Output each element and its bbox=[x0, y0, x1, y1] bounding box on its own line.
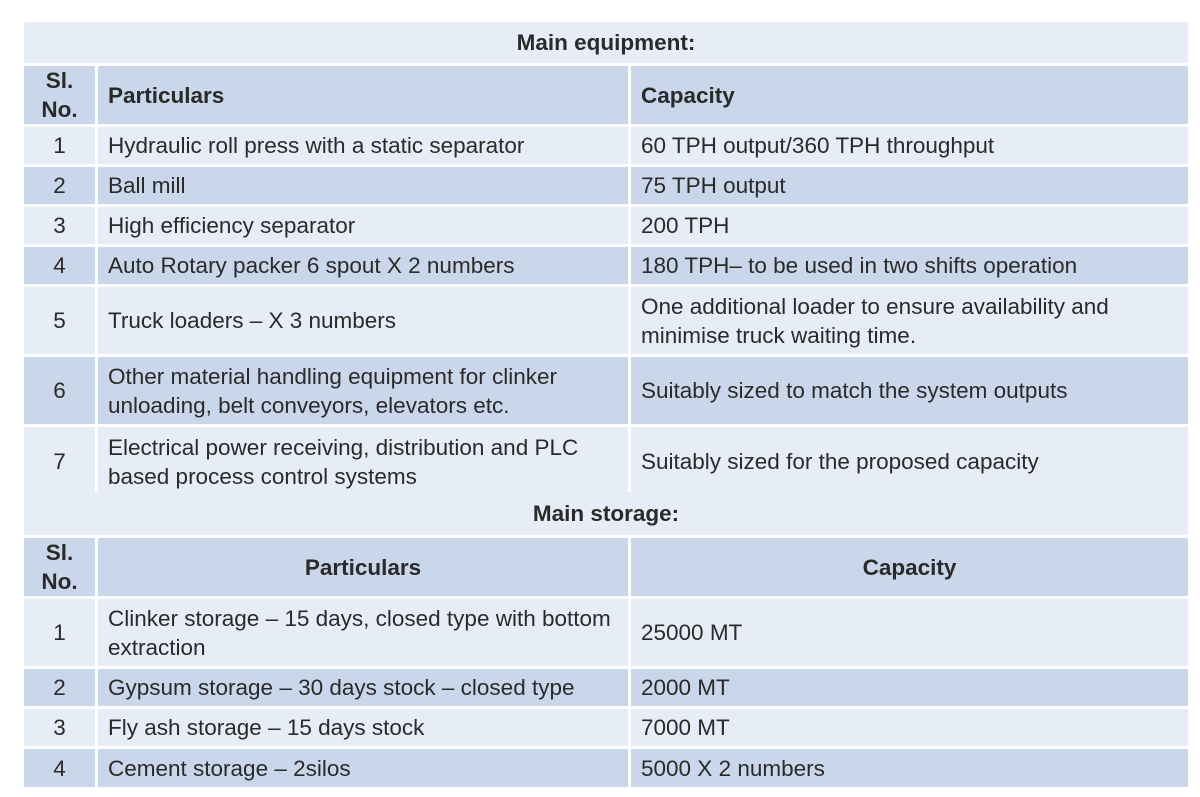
row-capacity: 2000 MT bbox=[631, 669, 1188, 709]
header-sl-no: Sl. No. bbox=[24, 66, 98, 127]
row-capacity: One additional loader to ensure availability and minimise truck waiting time. bbox=[631, 287, 1188, 357]
table-row bbox=[24, 599, 1188, 669]
row-capacity: Suitably sized for the proposed capacity bbox=[631, 427, 1188, 496]
row-capacity: 25000 MT bbox=[631, 599, 1188, 669]
table-title-row bbox=[24, 22, 1188, 66]
header-sl-no: Sl. No. bbox=[24, 538, 98, 599]
table-row bbox=[24, 427, 1188, 496]
row-particulars: Truck loaders – X 3 numbers bbox=[98, 287, 631, 357]
row-capacity: Suitably sized to match the system outputs bbox=[631, 357, 1188, 427]
row-particulars: Auto Rotary packer 6 spout X 2 numbers bbox=[98, 247, 631, 287]
table-row bbox=[24, 669, 1188, 709]
row-number: 1 bbox=[24, 599, 98, 669]
row-number: 1 bbox=[24, 127, 98, 167]
row-number: 5 bbox=[24, 287, 98, 357]
header-particulars: Particulars bbox=[98, 66, 631, 127]
row-number: 2 bbox=[24, 669, 98, 709]
row-capacity: 180 TPH– to be used in two shifts operation bbox=[631, 247, 1188, 287]
row-number: 4 bbox=[24, 247, 98, 287]
row-capacity: 200 TPH bbox=[631, 207, 1188, 247]
header-capacity: Capacity bbox=[631, 538, 1188, 599]
row-capacity: 75 TPH output bbox=[631, 167, 1188, 207]
row-particulars: Other material handling equipment for clinker unloading, belt conveyors, elevators etc. bbox=[98, 357, 631, 427]
row-capacity: 60 TPH output/360 TPH throughput bbox=[631, 127, 1188, 167]
table-row bbox=[24, 207, 1188, 247]
row-particulars: Gypsum storage – 30 days stock – closed type bbox=[98, 669, 631, 709]
table-row bbox=[24, 127, 1188, 167]
row-number: 2 bbox=[24, 167, 98, 207]
table-row bbox=[24, 709, 1188, 749]
row-number: 7 bbox=[24, 427, 98, 496]
main-equipment-table bbox=[24, 22, 1188, 496]
header-row bbox=[24, 538, 1188, 599]
table-title-row bbox=[24, 492, 1188, 538]
row-number: 3 bbox=[24, 709, 98, 749]
row-number: 3 bbox=[24, 207, 98, 247]
main-equipment-title: Main equipment: bbox=[24, 22, 1188, 66]
main-storage-table bbox=[24, 492, 1188, 787]
table-row bbox=[24, 357, 1188, 427]
table-row bbox=[24, 287, 1188, 357]
row-number: 6 bbox=[24, 357, 98, 427]
row-particulars: Fly ash storage – 15 days stock bbox=[98, 709, 631, 749]
header-row bbox=[24, 66, 1188, 127]
row-capacity: 5000 X 2 numbers bbox=[631, 749, 1188, 787]
row-capacity: 7000 MT bbox=[631, 709, 1188, 749]
header-capacity: Capacity bbox=[631, 66, 1188, 127]
row-number: 4 bbox=[24, 749, 98, 787]
header-particulars: Particulars bbox=[98, 538, 631, 599]
row-particulars: High efficiency separator bbox=[98, 207, 631, 247]
main-storage-title: Main storage: bbox=[24, 492, 1188, 538]
row-particulars: Clinker storage – 15 days, closed type with bottom extraction bbox=[98, 599, 631, 669]
row-particulars: Ball mill bbox=[98, 167, 631, 207]
row-particulars: Cement storage – 2silos bbox=[98, 749, 631, 787]
table-row bbox=[24, 167, 1188, 207]
table-row bbox=[24, 247, 1188, 287]
row-particulars: Electrical power receiving, distribution and PLC based process control systems bbox=[98, 427, 631, 496]
row-particulars: Hydraulic roll press with a static separator bbox=[98, 127, 631, 167]
table-row bbox=[24, 749, 1188, 787]
